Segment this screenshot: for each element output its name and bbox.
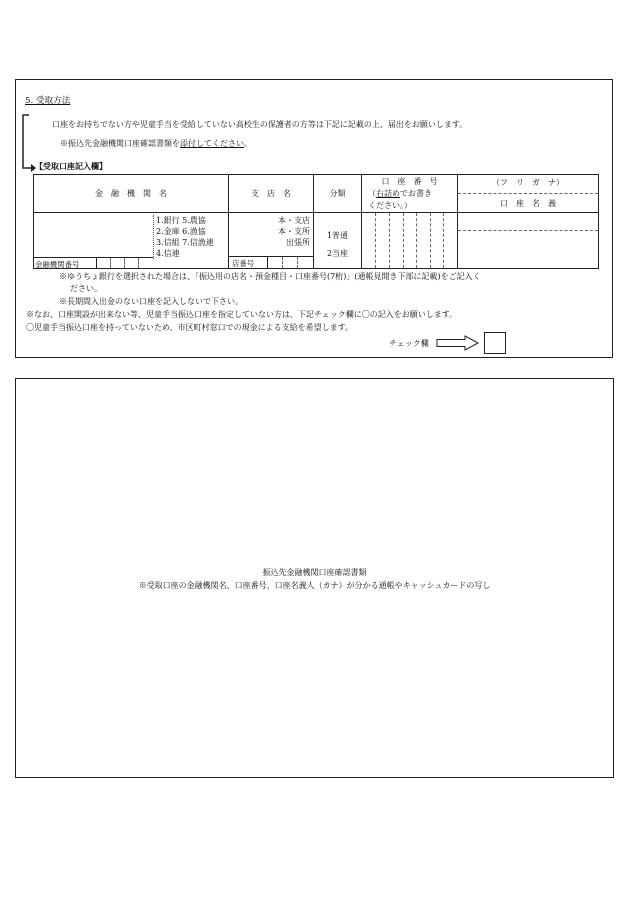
- long-term-note: ※長期間入出金のない口座を記入しないで下さい。: [59, 297, 243, 306]
- bank-kind-1[interactable]: 1.銀行 5.農協: [156, 216, 206, 225]
- holder-name-input[interactable]: [458, 231, 598, 268]
- header-type: 分類: [329, 189, 346, 198]
- attachment-description: ※受取口座の金融機関名、口座番号、口座名義人（カナ）が分かる通帳やキャッシュカードの写し: [138, 581, 491, 590]
- check-label: チェック欄: [389, 339, 429, 348]
- header-account-no: 口 座 番 号: [381, 177, 438, 186]
- yucho-note-line1: ※ゆうちょ銀行を選択された場合は、「振込用の店名・預金種目・口座番号(7桁)」(通帳見開き下部に記載)をご記入く: [59, 272, 481, 281]
- bank-kind-4[interactable]: 4.信連: [156, 249, 180, 258]
- bank-kind-list: [153, 215, 214, 259]
- section-intro: 口座をお持ちでない方や児童手当を受給していない高校生の保護者の方等は下記に記載の上、届出をお願いします。: [52, 120, 468, 129]
- attach-note-emphasis: 添付してください: [180, 139, 244, 148]
- attachment-title: 振込先金融機関口座確認書類: [262, 568, 367, 577]
- branch-kind-1[interactable]: 本・支店: [278, 216, 310, 225]
- branch-kind-2[interactable]: 本・支所: [278, 227, 310, 236]
- no-account-note: ※なお、口座開設が出来ない等、児童手当振込口座を指定していない方は、下記チェック欄に〇の記入をお願いします。: [26, 310, 458, 319]
- right-arrow-icon: [436, 335, 480, 351]
- yucho-note-line2: ださい。: [70, 284, 102, 293]
- attach-note: [60, 138, 252, 149]
- header-holder: 口 座 名 義: [500, 199, 556, 208]
- account-type-current[interactable]: 2当座: [326, 249, 349, 258]
- branch-code-label: 店番号: [232, 259, 255, 268]
- bank-kind-3[interactable]: 3.信組 7.信漁連: [156, 238, 214, 247]
- account-type-ordinary[interactable]: 1普通: [326, 231, 349, 240]
- bank-kind-2[interactable]: 2.金庫 6.漁協: [156, 227, 206, 236]
- cash-check-box[interactable]: [484, 332, 506, 354]
- header-account-no-note: （右詰めでお書き: [368, 189, 432, 198]
- header-bank: 金 融 機 関 名: [95, 189, 167, 198]
- bank-code-label: 金融機関番号: [35, 260, 80, 269]
- branch-kind-list: [229, 215, 310, 248]
- section-title: 5. 受取方法: [25, 96, 71, 106]
- attachment-area[interactable]: [15, 378, 614, 778]
- attach-note-prefix: ※振込先金融機関口座確認書類を: [60, 139, 180, 148]
- header-branch: 支 店 名: [251, 189, 291, 198]
- holder-furigana-input[interactable]: [458, 213, 598, 229]
- branch-kind-3[interactable]: 出張所: [286, 238, 310, 247]
- header-furigana: （フ リ ガ ナ）: [492, 178, 564, 187]
- account-type-list: [314, 227, 361, 263]
- header-account-no-note2: ください。）: [368, 201, 412, 210]
- cash-request-note: 〇児童手当振込口座を持っていないため、市区町村窓口での現金による支給を希望します。: [26, 323, 354, 332]
- bank-name-input[interactable]: [34, 213, 152, 256]
- form-label: 【受取口座記入欄】: [35, 161, 107, 171]
- attach-note-suffix: 。: [244, 139, 252, 148]
